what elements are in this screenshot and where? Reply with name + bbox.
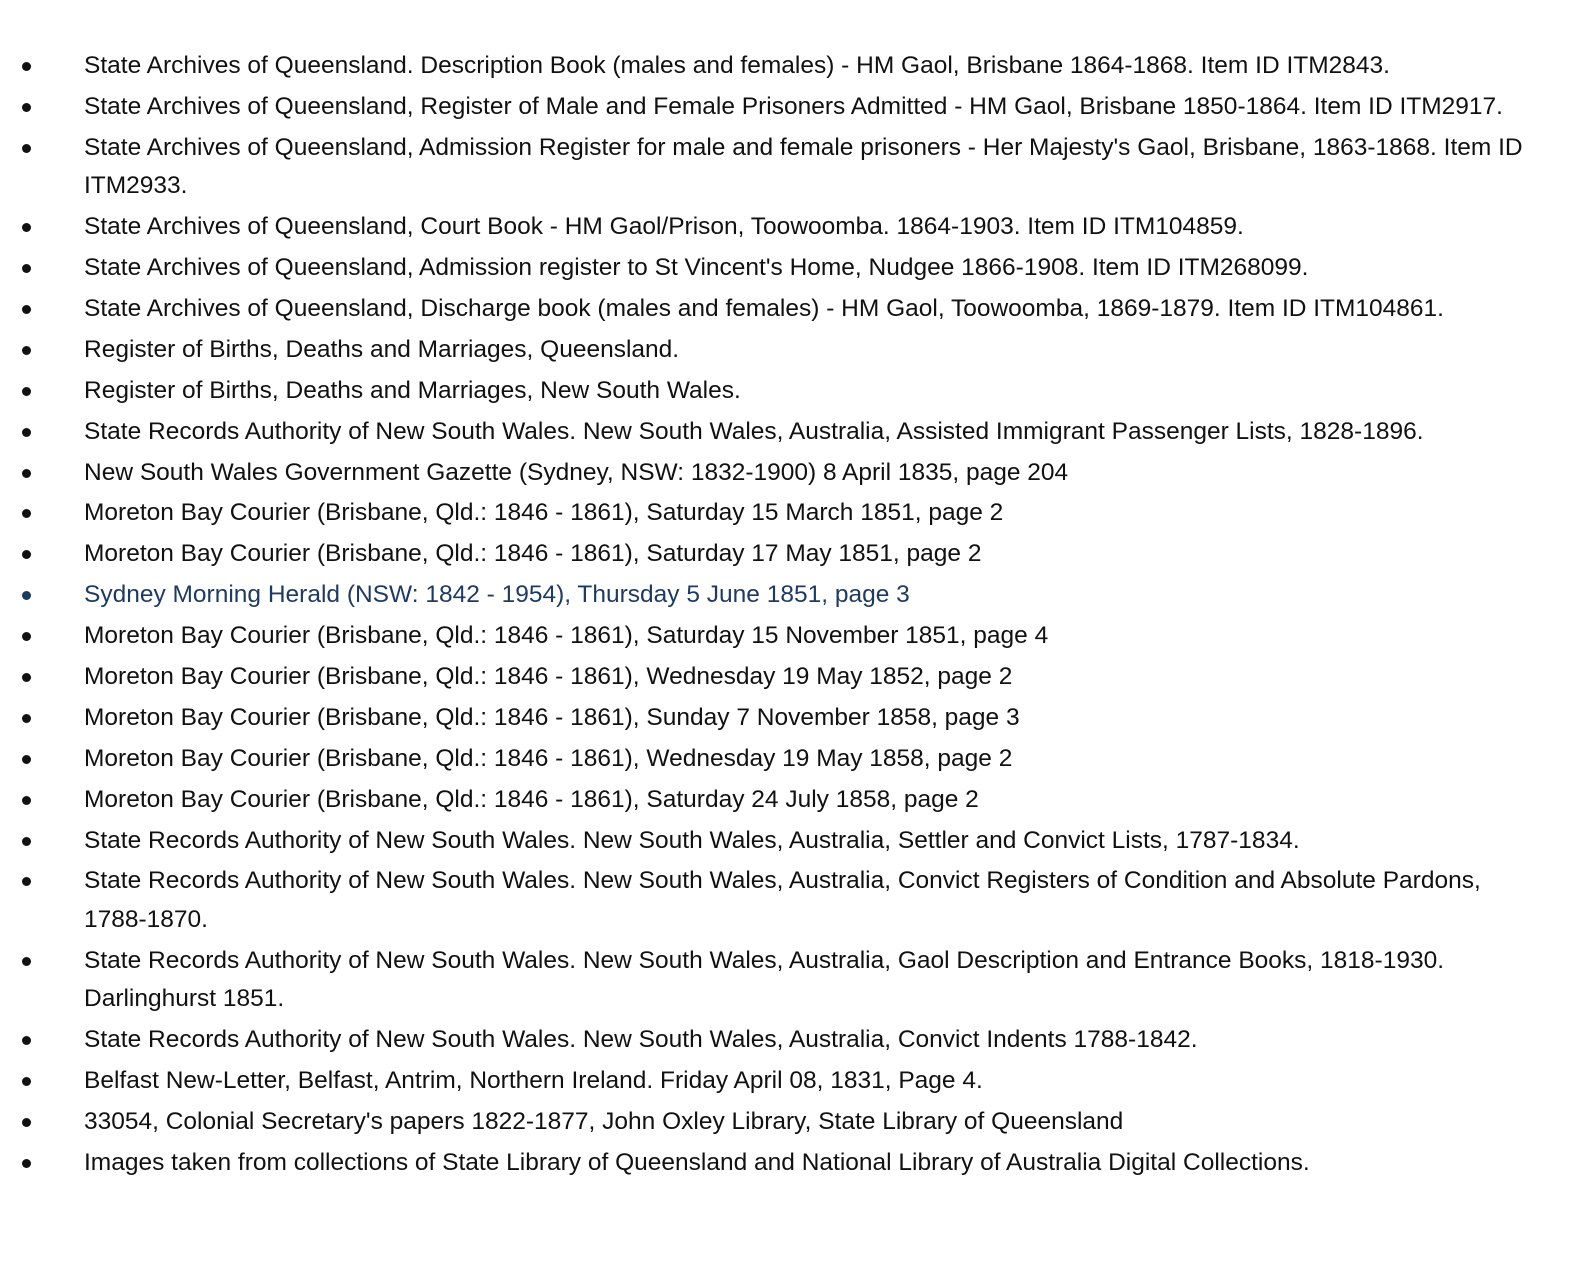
bullet-icon [22, 877, 31, 886]
source-item [0, 249, 1540, 288]
source-text: Moreton Bay Courier (Brisbane, Qld.: 1846 - 1861), Wednesday 19 May 1858, page 2 [84, 744, 1013, 772]
bullet-icon [22, 837, 31, 846]
source-text: Moreton Bay Courier (Brisbane, Qld.: 1846 - 1861), Wednesday 19 May 1852, page 2 [84, 662, 1013, 690]
source-item [0, 331, 1540, 370]
source-item [0, 372, 1540, 411]
source-item [0, 1144, 1540, 1183]
bullet-icon [22, 1118, 31, 1127]
bullet-icon [22, 223, 31, 232]
source-text: Moreton Bay Courier (Brisbane, Qld.: 1846 - 1861), Saturday 15 November 1851, page 4 [84, 622, 1049, 650]
bullet-icon [22, 1159, 31, 1168]
source-text: State Archives of Queensland, Admission register to St Vincent's Home, Nudgee 1866-1908. Item ID ITM268099. [84, 254, 1309, 282]
source-text: Belfast New-Letter, Belfast, Antrim, Northern Ireland. Friday April 08, 1831, Page 4. [84, 1067, 983, 1095]
bullet-icon [22, 387, 31, 396]
source-text: State Records Authority of New South Wales. New South Wales, Australia, Settler and Convict Lists, 1787-1834. [84, 826, 1300, 854]
source-item [0, 862, 1540, 939]
source-text: Images taken from collections of State Library of Queensland and National Library of Australia Digital Collections. [84, 1148, 1310, 1176]
bullet-icon [22, 632, 31, 641]
bullet-icon [22, 591, 31, 600]
source-text: Moreton Bay Courier (Brisbane, Qld.: 1846 - 1861), Saturday 17 May 1851, page 2 [84, 540, 982, 568]
source-item [0, 781, 1540, 820]
source-item [0, 822, 1540, 861]
source-item [0, 47, 1540, 86]
bullet-icon [22, 714, 31, 723]
source-text: State Records Authority of New South Wales. New South Wales, Australia, Assisted Immigrant Passenger Lists, 1828-1896. [84, 417, 1424, 445]
source-text: State Records Authority of New South Wales. New South Wales, Australia, Gaol Description and Entrance Books, 1818-1930. Darlinghurst 1851. [84, 946, 1445, 1013]
source-item [0, 494, 1540, 533]
source-text: State Archives of Queensland, Register of Male and Female Prisoners Admitted - HM Gaol, Brisbane 1850-1864. Item ID ITM2917. [84, 92, 1503, 120]
bullet-icon [22, 62, 31, 71]
source-item [0, 699, 1540, 738]
source-item [0, 658, 1540, 697]
source-text: 33054, Colonial Secretary's papers 1822-1877, John Oxley Library, State Library of Queensland [84, 1107, 1124, 1135]
bullet-icon [22, 755, 31, 764]
source-item [0, 535, 1540, 574]
source-item [0, 208, 1540, 247]
bullet-icon [22, 796, 31, 805]
source-item-link[interactable] [0, 576, 1540, 615]
bullet-icon [22, 144, 31, 153]
source-item [0, 1021, 1540, 1060]
source-text: State Archives of Queensland, Admission Register for male and female prisoners - Her Majesty's Gaol, Brisbane, 1863-1868. Item ID ITM2933. [84, 133, 1523, 200]
bullet-icon [22, 509, 31, 518]
source-text: State Archives of Queensland, Court Book - HM Gaol/Prison, Toowoomba. 1864-1903. Item ID ITM104859. [84, 213, 1244, 241]
source-item [0, 617, 1540, 656]
source-item [0, 290, 1540, 329]
source-item [0, 740, 1540, 779]
bullet-icon [22, 428, 31, 437]
bullet-icon [22, 550, 31, 559]
bullet-icon [22, 673, 31, 682]
source-item [0, 88, 1540, 127]
source-text: Register of Births, Deaths and Marriages, Queensland. [84, 335, 680, 363]
bullet-icon [22, 346, 31, 355]
source-item [0, 413, 1540, 452]
source-item [0, 1062, 1540, 1101]
source-text: State Records Authority of New South Wales. New South Wales, Australia, Convict Indents 1788-1842. [84, 1026, 1198, 1054]
source-text: Register of Births, Deaths and Marriages, New South Wales. [84, 376, 741, 404]
source-item [0, 454, 1540, 493]
source-item [0, 129, 1540, 206]
bullet-icon [22, 469, 31, 478]
source-text: Moreton Bay Courier (Brisbane, Qld.: 1846 - 1861), Saturday 15 March 1851, page 2 [84, 499, 1004, 527]
source-text: State Archives of Queensland, Discharge book (males and females) - HM Gaol, Toowoomba, 1869-1879. Item ID ITM104861. [84, 294, 1444, 322]
bullet-icon [22, 1077, 31, 1086]
bullet-icon [22, 1036, 31, 1045]
bullet-icon [22, 305, 31, 314]
bullet-icon [22, 264, 31, 273]
bullet-icon [22, 957, 31, 966]
source-text: Moreton Bay Courier (Brisbane, Qld.: 1846 - 1861), Sunday 7 November 1858, page 3 [84, 703, 1020, 731]
source-text: State Records Authority of New South Wales. New South Wales, Australia, Convict Registers of Condition and Absolute Pardons, 1788-1870. [84, 867, 1481, 933]
source-item [0, 1103, 1540, 1142]
source-item [0, 942, 1540, 1019]
source-link-text[interactable]: Sydney Morning Herald (NSW: 1842 - 1954), Thursday 5 June 1851, page 3 [84, 581, 910, 609]
source-text: New South Wales Government Gazette (Sydney, NSW: 1832-1900) 8 April 1835, page 204 [84, 458, 1069, 486]
bullet-icon [22, 103, 31, 112]
source-text: Moreton Bay Courier (Brisbane, Qld.: 1846 - 1861), Saturday 24 July 1858, page 2 [84, 785, 979, 813]
source-text: State Archives of Queensland. Description Book (males and females) - HM Gaol, Brisbane 1864-1868. Item ID ITM2843. [84, 52, 1390, 79]
